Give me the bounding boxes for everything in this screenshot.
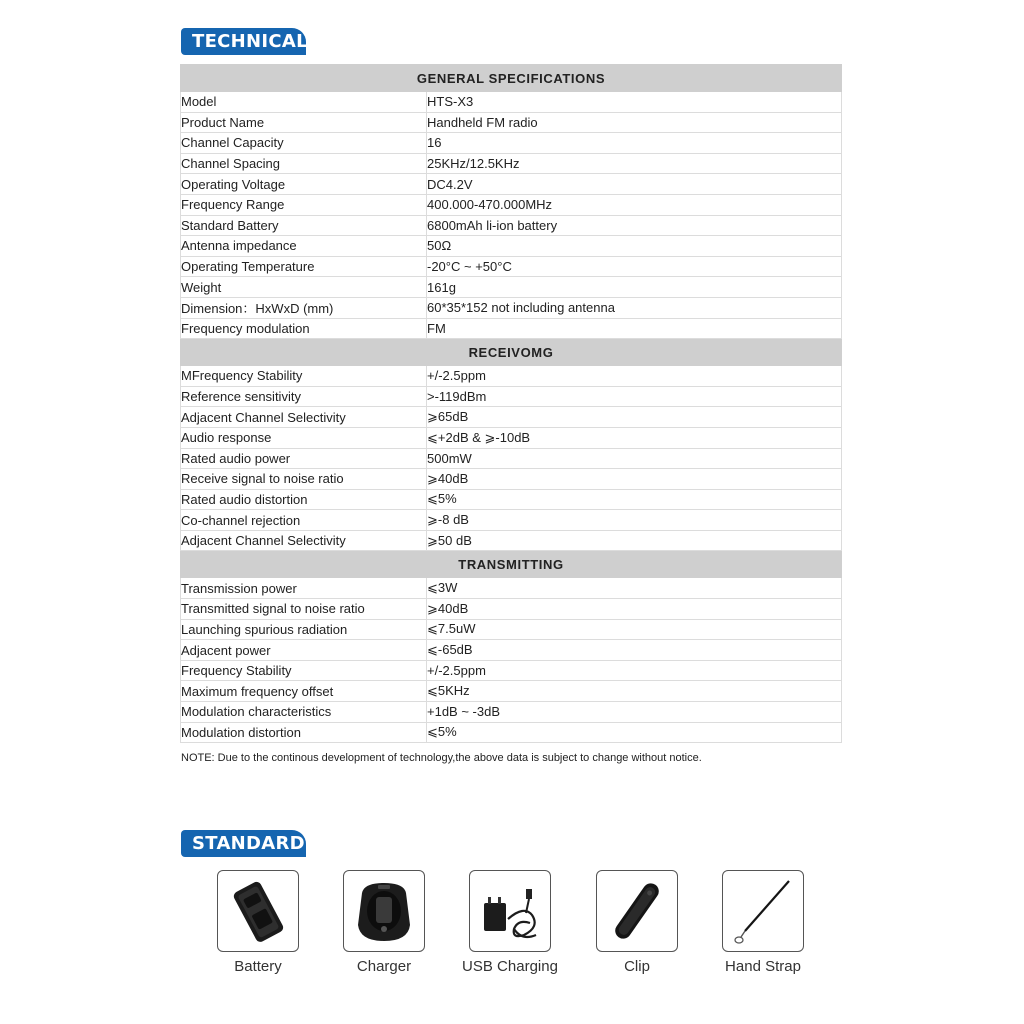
spec-row [181, 640, 842, 661]
spec-value: 16 [427, 133, 842, 154]
spec-label: Receive signal to noise ratio [181, 469, 427, 490]
spec-row [181, 112, 842, 133]
spec-value: +1dB ~ -3dB [427, 702, 842, 723]
accessory-label: Battery [234, 958, 282, 975]
spec-row [181, 256, 842, 277]
spec-value: FM [427, 318, 842, 339]
spec-row [181, 681, 842, 702]
spec-label: Frequency Range [181, 194, 427, 215]
spec-row [181, 194, 842, 215]
spec-value: ⩽5KHz [427, 681, 842, 702]
spec-row [181, 619, 842, 640]
spec-value: +/-2.5ppm [427, 660, 842, 681]
spec-row [181, 578, 842, 599]
spec-row [181, 427, 842, 448]
accessory-label: Charger [356, 958, 412, 975]
spec-value: ⩽+2dB & ⩾-10dB [427, 427, 842, 448]
spec-row [181, 722, 842, 743]
spec-row [181, 702, 842, 723]
spec-label: Dimension：HxWxD (mm) [181, 297, 427, 318]
spec-label: Channel Spacing [181, 153, 427, 174]
spec-value: 6800mAh li-ion battery [427, 215, 842, 236]
accessory-label: Clip [624, 958, 650, 975]
spec-value: >-119dBm [427, 386, 842, 407]
spec-row [181, 174, 842, 195]
general-section-header [181, 65, 842, 92]
spec-label: Operating Voltage [181, 174, 427, 195]
section-title: RECEIVOMG [181, 339, 842, 366]
spec-label: Channel Capacity [181, 133, 427, 154]
spec-label: Audio response [181, 427, 427, 448]
usb-cable-icon [469, 870, 551, 952]
spec-label: Standard Battery [181, 215, 427, 236]
spec-value: 25KHz/12.5KHz [427, 153, 842, 174]
spec-value: 60*35*152 not including antenna [427, 297, 842, 318]
spec-label: Rated audio distortion [181, 489, 427, 510]
disclaimer-note [181, 752, 702, 764]
spec-value: ⩾50 dB [427, 530, 842, 551]
accessory-usb-charging [462, 870, 558, 975]
spec-value: ⩾40dB [427, 599, 842, 620]
spec-row [181, 236, 842, 257]
spec-value: ⩾-8 dB [427, 510, 842, 531]
spec-row [181, 469, 842, 490]
spec-value: ⩾65dB [427, 407, 842, 428]
spec-row [181, 277, 842, 298]
spec-label: Co-channel rejection [181, 510, 427, 531]
spec-label: Transmission power [181, 578, 427, 599]
spec-row [181, 530, 842, 551]
spec-value: +/-2.5ppm [427, 366, 842, 387]
spec-value: -20°C ~ +50°C [427, 256, 842, 277]
spec-label: Weight [181, 277, 427, 298]
transmitting-section-header [181, 551, 842, 578]
spec-label: Operating Temperature [181, 256, 427, 277]
spec-label: Transmitted signal to noise ratio [181, 599, 427, 620]
spec-value: Handheld FM radio [427, 112, 842, 133]
spec-label: Launching spurious radiation [181, 619, 427, 640]
spec-row [181, 92, 842, 113]
section-title: TRANSMITTING [181, 551, 842, 578]
spec-value: ⩽7.5uW [427, 619, 842, 640]
spec-value: 161g [427, 277, 842, 298]
technical-section-tag: TECHNICAL [181, 28, 306, 55]
note-text: Due to the continous development of technology,the above data is subject to change without notice. [214, 752, 702, 764]
spec-value: 400.000-470.000MHz [427, 194, 842, 215]
spec-label: Antenna impedance [181, 236, 427, 257]
spec-label: Adjacent Channel Selectivity [181, 407, 427, 428]
standard-section-tag: STANDARD [181, 830, 306, 857]
spec-row [181, 133, 842, 154]
spec-value: ⩾40dB [427, 469, 842, 490]
spec-row [181, 153, 842, 174]
spec-value: ⩽3W [427, 578, 842, 599]
spec-row [181, 660, 842, 681]
battery-icon [217, 870, 299, 952]
accessory-charger [343, 870, 425, 975]
spec-label: Modulation characteristics [181, 702, 427, 723]
spec-value: ⩽-65dB [427, 640, 842, 661]
accessory-label: Hand Strap [725, 958, 801, 975]
spec-row [181, 510, 842, 531]
spec-row [181, 386, 842, 407]
spec-row [181, 297, 842, 318]
spec-label: Rated audio power [181, 448, 427, 469]
section-title: GENERAL SPECIFICATIONS [181, 65, 842, 92]
spec-value: DC4.2V [427, 174, 842, 195]
spec-value: 500mW [427, 448, 842, 469]
spec-label: Reference sensitivity [181, 386, 427, 407]
note-label: NOTE: [181, 752, 215, 764]
spec-label: Maximum frequency offset [181, 681, 427, 702]
accessory-clip [596, 870, 678, 975]
spec-row [181, 448, 842, 469]
spec-value: ⩽5% [427, 489, 842, 510]
spec-row [181, 489, 842, 510]
spec-value: ⩽5% [427, 722, 842, 743]
spec-value: 50Ω [427, 236, 842, 257]
charger-icon [343, 870, 425, 952]
accessory-label: USB Charging [462, 958, 558, 975]
spec-label: Product Name [181, 112, 427, 133]
receiving-section-header [181, 339, 842, 366]
accessory-hand-strap [722, 870, 804, 975]
spec-label: Adjacent Channel Selectivity [181, 530, 427, 551]
spec-label: Adjacent power [181, 640, 427, 661]
spec-row [181, 366, 842, 387]
spec-row [181, 407, 842, 428]
spec-row [181, 599, 842, 620]
hand-strap-icon [722, 870, 804, 952]
clip-icon [596, 870, 678, 952]
spec-label: Frequency modulation [181, 318, 427, 339]
specifications-table [180, 64, 842, 743]
spec-label: Modulation distortion [181, 722, 427, 743]
accessory-battery [217, 870, 299, 975]
spec-row [181, 215, 842, 236]
spec-label: Frequency Stability [181, 660, 427, 681]
spec-label: MFrequency Stability [181, 366, 427, 387]
spec-label: Model [181, 92, 427, 113]
spec-row [181, 318, 842, 339]
spec-value: HTS-X3 [427, 92, 842, 113]
